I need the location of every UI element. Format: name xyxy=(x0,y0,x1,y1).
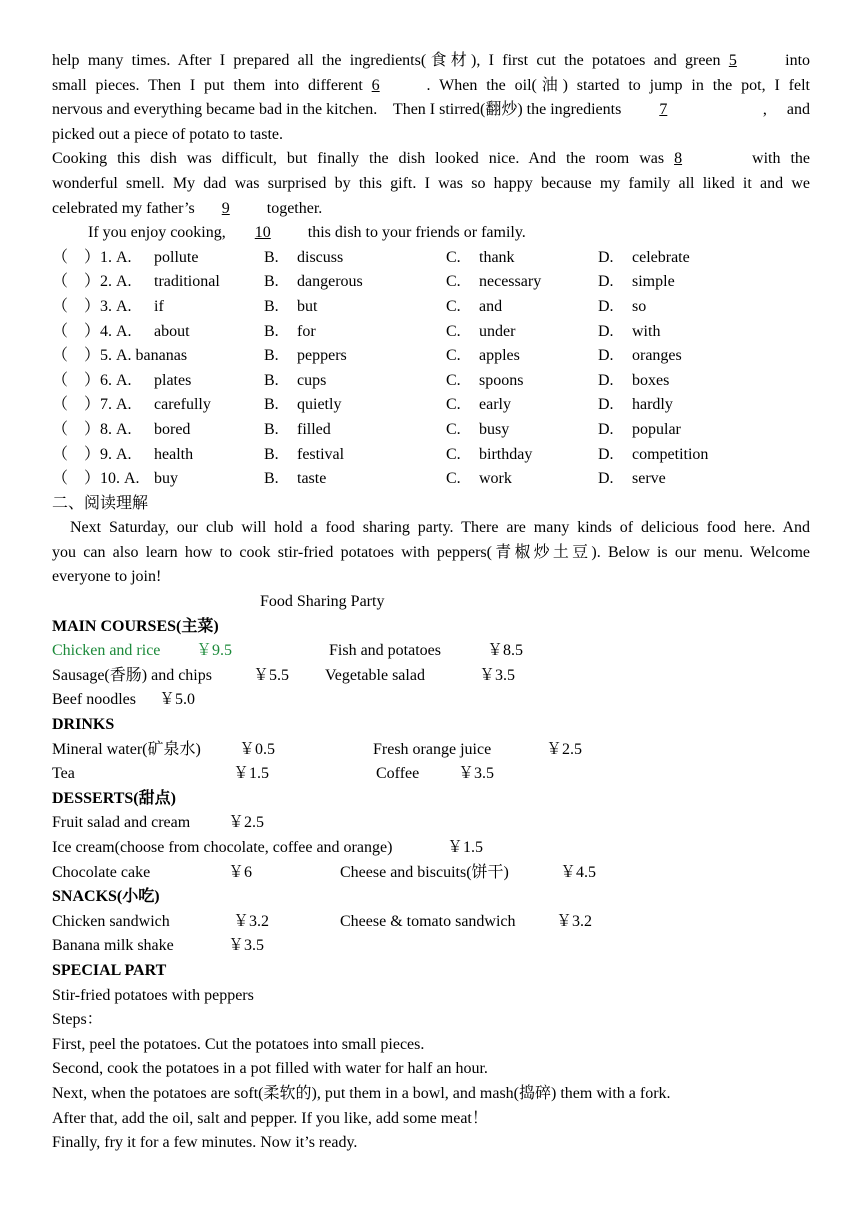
option-a: health xyxy=(154,445,194,463)
option-letter: C. xyxy=(446,371,461,389)
question-number: （ ）10. A. xyxy=(52,470,140,488)
passage-text: into xyxy=(785,52,811,69)
option-letter: D. xyxy=(598,396,614,414)
passage-line xyxy=(52,197,810,222)
menu-price: ￥3.5 xyxy=(479,666,516,684)
option-a: bored xyxy=(154,420,191,438)
blank-5: 5 xyxy=(728,52,737,69)
step-line: After that, add the oil, salt and pepper. If you like, add some meat！ xyxy=(52,1109,488,1127)
passage-text: help many times. After I prepared all the ingredients(食材), I first cut the potatoes and green xyxy=(52,52,721,69)
menu-price: ￥8.5 xyxy=(487,642,524,660)
question-number: （ ）2. A. xyxy=(52,273,132,291)
option-letter: B. xyxy=(264,396,279,414)
menu-price: ￥3.2 xyxy=(233,912,270,930)
section-heading: 二、阅读理解 xyxy=(52,494,149,512)
menu-row xyxy=(52,688,810,713)
option-letter: C. xyxy=(446,445,461,463)
option-letter: C. xyxy=(446,396,461,414)
option-letter: D. xyxy=(598,420,614,438)
menu-price: ￥3.5 xyxy=(458,765,495,783)
menu-price: ￥2.5 xyxy=(546,740,583,758)
question-list xyxy=(52,246,810,492)
menu-price: ￥1.5 xyxy=(447,839,484,856)
option-b: filled xyxy=(297,420,331,438)
menu-item: Sausage(香肠) and chips xyxy=(52,666,212,684)
menu-item: Chocolate cake xyxy=(52,863,151,881)
option-b: for xyxy=(297,322,316,340)
option-b: peppers xyxy=(297,347,347,365)
question-row xyxy=(52,344,810,369)
menu-title: Food Sharing Party xyxy=(260,593,385,611)
option-letter: C. xyxy=(446,273,461,291)
menu-item: Beef noodles xyxy=(52,691,136,709)
blank-6: 6 xyxy=(371,76,380,94)
option-c: necessary xyxy=(479,273,542,291)
passage-text: together. xyxy=(266,199,323,217)
option-letter: B. xyxy=(264,470,279,488)
option-letter: D. xyxy=(598,371,614,389)
menu-row xyxy=(52,664,810,689)
option-c: busy xyxy=(479,420,510,438)
option-letter: C. xyxy=(446,248,461,266)
menu-price: ￥2.5 xyxy=(228,814,265,832)
option-c: spoons xyxy=(479,371,524,389)
menu-item: Chicken and rice xyxy=(52,642,161,660)
option-b: discuss xyxy=(297,248,344,266)
menu-price: ￥5.0 xyxy=(159,691,196,709)
option-letter: B. xyxy=(264,347,279,365)
menu-item: Fresh orange juice xyxy=(373,740,492,758)
menu-item: Chicken sandwich xyxy=(52,912,170,930)
menu-row xyxy=(52,738,810,763)
menu-row xyxy=(52,910,810,935)
special-name: Stir-fried potatoes with peppers xyxy=(52,986,254,1004)
option-b: quietly xyxy=(297,396,342,414)
question-row xyxy=(52,270,810,295)
question-number: （ ）1. A. xyxy=(52,248,132,266)
option-b: festival xyxy=(297,445,345,463)
special-heading: SPECIAL PART xyxy=(52,961,167,979)
option-a: plates xyxy=(154,371,192,389)
question-row xyxy=(52,369,810,394)
menu-price: ￥9.5 xyxy=(196,642,233,660)
step-line: Second, cook the potatoes in a pot filled with water for half an hour. xyxy=(52,1060,488,1078)
desserts-heading: DESSERTS(甜点) xyxy=(52,789,176,807)
option-letter: B. xyxy=(264,248,279,266)
menu-price: ￥5.5 xyxy=(253,666,290,684)
main-courses-heading: MAIN COURSES(主菜) xyxy=(52,617,219,635)
menu-item: Banana milk shake xyxy=(52,937,174,955)
passage-text: wonderful smell. My dad was surprised by this gift. I was so happy because my family all liked it and we xyxy=(52,174,810,192)
option-letter: D. xyxy=(598,248,614,266)
passage-text: celebrated my father’s xyxy=(52,199,195,217)
menu-price: ￥3.5 xyxy=(228,937,265,955)
question-number: （ ）6. A. xyxy=(52,371,132,389)
option-letter: C. xyxy=(446,470,461,488)
passage-text: this dish to your friends or family. xyxy=(307,224,526,242)
question-number: （ ）5. A. bananas xyxy=(52,347,188,365)
passage-line xyxy=(52,74,810,99)
passage-text: , and xyxy=(762,101,810,119)
option-b: dangerous xyxy=(297,273,363,291)
menu-item: Fish and potatoes xyxy=(329,642,441,660)
question-number: （ ）3. A. xyxy=(52,297,132,315)
intro-line: everyone to join! xyxy=(52,568,162,586)
option-b: but xyxy=(297,297,318,315)
option-c: under xyxy=(479,322,516,340)
passage-text: with the xyxy=(752,150,810,168)
option-a: if xyxy=(154,297,164,315)
question-row xyxy=(52,418,810,443)
option-letter: D. xyxy=(598,347,614,365)
option-d: popular xyxy=(632,420,681,438)
option-letter: D. xyxy=(598,445,614,463)
passage-text: small pieces. Then I put them into different xyxy=(52,76,363,94)
option-c: work xyxy=(479,470,512,488)
option-d: hardly xyxy=(632,396,673,414)
blank-9: 9 xyxy=(221,199,230,217)
question-row xyxy=(52,443,810,468)
menu-item: Fruit salad and cream xyxy=(52,814,191,832)
menu-item: Ice cream(choose from chocolate, coffee and orange) xyxy=(52,839,393,856)
question-number: （ ）9. A. xyxy=(52,445,132,463)
step-line: Finally, fry it for a few minutes. Now it’s ready. xyxy=(52,1134,358,1152)
intro-line: Next Saturday, our club will hold a food sharing party. There are many kinds of delicious food here. And xyxy=(70,519,810,537)
option-d: with xyxy=(632,322,661,340)
menu-row xyxy=(52,639,810,664)
option-c: apples xyxy=(479,347,520,365)
option-d: oranges xyxy=(632,347,682,365)
option-c: thank xyxy=(479,248,515,266)
option-c: birthday xyxy=(479,445,533,463)
option-c: early xyxy=(479,396,511,414)
menu-price: ￥3.2 xyxy=(556,912,593,930)
passage-text: picked out a piece of potato to taste. xyxy=(52,125,284,143)
drinks-heading: DRINKS xyxy=(52,716,115,734)
option-b: cups xyxy=(297,371,327,389)
option-letter: C. xyxy=(446,297,461,315)
option-d: competition xyxy=(632,445,709,463)
option-letter: C. xyxy=(446,347,461,365)
option-letter: D. xyxy=(598,470,614,488)
option-a: buy xyxy=(154,470,178,488)
option-a: pollute xyxy=(154,248,199,266)
step-line: Next, when the potatoes are soft(柔软的), put them in a bowl, and mash(捣碎) them with a fork. xyxy=(52,1084,671,1102)
option-letter: B. xyxy=(264,445,279,463)
snacks-heading: SNACKS(小吃) xyxy=(52,888,160,906)
blank-7: 7 xyxy=(659,101,668,119)
passage-line xyxy=(52,123,810,148)
option-letter: C. xyxy=(446,420,461,438)
menu-row xyxy=(52,811,810,836)
menu-row xyxy=(52,934,810,959)
option-a: traditional xyxy=(154,273,220,291)
option-d: celebrate xyxy=(632,248,690,266)
menu-price: ￥4.5 xyxy=(560,863,597,881)
menu-item: Mineral water(矿泉水) xyxy=(52,740,201,758)
question-row xyxy=(52,320,810,345)
blank-8: 8 xyxy=(674,150,683,168)
option-a: about xyxy=(154,322,190,340)
passage-text: Cooking this dish was difficult, but finally the dish looked nice. And the room was xyxy=(52,150,665,168)
option-letter: B. xyxy=(264,420,279,438)
option-d: serve xyxy=(632,470,666,488)
question-row xyxy=(52,467,810,492)
menu-item: Cheese and biscuits(饼干) xyxy=(340,863,509,881)
menu-item: Cheese & tomato sandwich xyxy=(340,912,516,930)
option-letter: B. xyxy=(264,322,279,340)
blank-10: 10 xyxy=(254,224,271,242)
option-letter: D. xyxy=(598,322,614,340)
menu-row xyxy=(52,861,810,886)
passage-text: nervous and everything became bad in the kitchen. Then I stirred(翻炒) the ingredients xyxy=(52,101,622,119)
option-d: simple xyxy=(632,273,675,291)
passage-line xyxy=(52,172,810,197)
option-letter: B. xyxy=(264,273,279,291)
question-row xyxy=(52,393,810,418)
step-line: First, peel the potatoes. Cut the potatoes into small pieces. xyxy=(52,1035,425,1053)
steps-label: Steps： xyxy=(52,1011,103,1029)
menu-price: ￥1.5 xyxy=(233,765,270,783)
question-row xyxy=(52,246,810,271)
question-row xyxy=(52,295,810,320)
passage-line xyxy=(52,147,810,172)
passage-text: . When the oil(油) started to jump in the pot, I felt xyxy=(426,76,810,94)
option-letter: B. xyxy=(264,297,279,315)
option-d: so xyxy=(632,297,647,315)
menu-item: Vegetable salad xyxy=(325,666,425,684)
intro-line: you can also learn how to cook stir-fried potatoes with peppers(青椒炒土豆). Below is our menu. Welcome xyxy=(52,543,810,561)
option-letter: B. xyxy=(264,371,279,389)
option-c: and xyxy=(479,297,503,315)
option-letter: D. xyxy=(598,297,614,315)
passage-line xyxy=(52,49,810,74)
passage-line xyxy=(52,98,810,123)
menu-price: ￥6 xyxy=(228,863,253,881)
option-d: boxes xyxy=(632,371,670,389)
question-number: （ ）4. A. xyxy=(52,322,132,340)
question-number: （ ）7. A. xyxy=(52,396,132,414)
option-a: carefully xyxy=(154,396,211,414)
menu-price: ￥0.5 xyxy=(239,740,276,758)
menu-item: Coffee xyxy=(376,765,420,783)
option-b: taste xyxy=(297,470,327,488)
option-letter: D. xyxy=(598,273,614,291)
document-page xyxy=(52,49,810,1156)
menu-row xyxy=(52,762,810,787)
passage-text: If you enjoy cooking, xyxy=(88,224,226,242)
menu-item: Tea xyxy=(52,765,75,783)
passage-line xyxy=(52,221,810,246)
menu-row xyxy=(52,836,810,861)
option-letter: C. xyxy=(446,322,461,340)
question-number: （ ）8. A. xyxy=(52,420,132,438)
